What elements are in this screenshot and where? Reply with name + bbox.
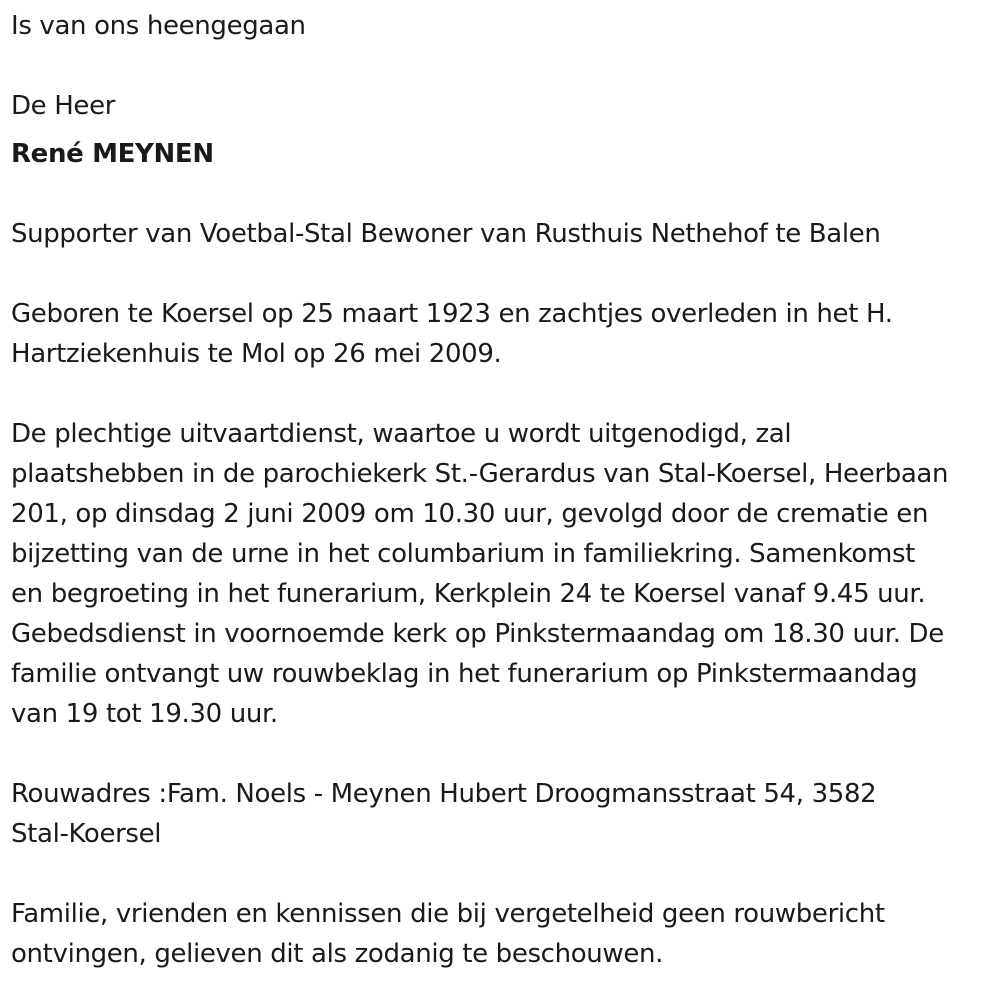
service-line: 201, op dinsdag 2 juni 2009 om 10.30 uur, gevolgd door de crematie en [11,499,929,529]
address-line: Rouwadres :Fam. Noels - Meynen Hubert Droogmansstraat 54, 3582 [11,779,877,809]
service-line: familie ontvangt uw rouwbeklag in het funerarium op Pinkstermaandag [11,659,918,689]
deceased-name: René MEYNEN [11,139,214,169]
service-line: De plechtige uitvaartdienst, waartoe u wordt uitgenodigd, zal [11,419,792,449]
closing-line: Familie, vrienden en kennissen die bij vergetelheid geen rouwbericht [11,899,885,929]
description-text: Supporter van Voetbal-Stal Bewoner van Rusthuis Nethehof te Balen [11,219,881,249]
address-line: Stal-Koersel [11,819,162,849]
service-line: en begroeting in het funerarium, Kerkplein 24 te Koersel vanaf 9.45 uur. [11,579,926,609]
intro-text: Is van ons heengegaan [11,11,306,41]
service-line: van 19 tot 19.30 uur. [11,699,278,729]
closing-line: ontvingen, gelieven dit als zodanig te beschouwen. [11,939,664,969]
birth-death-line: Hartziekenhuis te Mol op 26 mei 2009. [11,339,502,369]
service-line: plaatshebben in de parochiekerk St.-Gerardus van Stal-Koersel, Heerbaan [11,459,949,489]
birth-death-line: Geboren te Koersel op 25 maart 1923 en zachtjes overleden in het H. [11,299,893,329]
salutation: De Heer [11,91,116,121]
service-line: bijzetting van de urne in het columbarium in familiekring. Samenkomst [11,539,916,569]
service-line: Gebedsdienst in voornoemde kerk op Pinkstermaandag om 18.30 uur. De [11,619,944,649]
